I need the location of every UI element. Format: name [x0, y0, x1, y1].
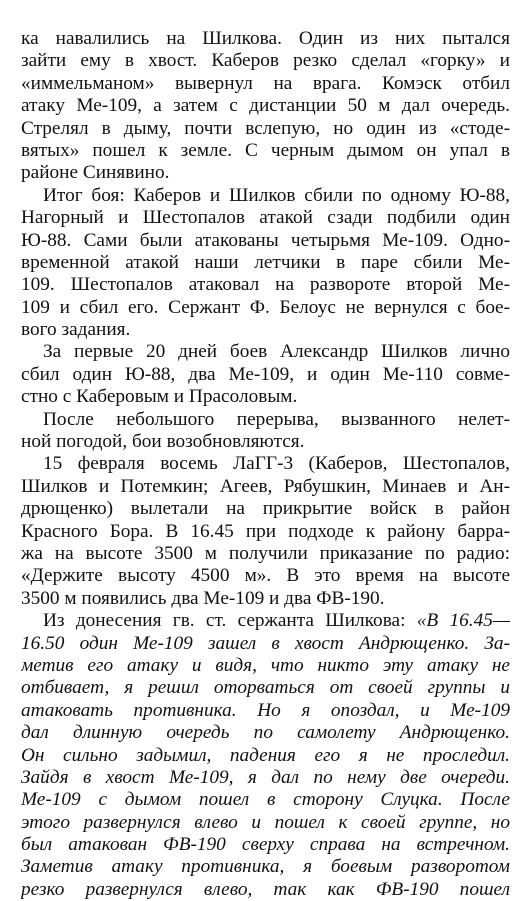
- line-text: жа на высоте 3500 м получили приказание по радио:: [21, 542, 510, 564]
- text-line: [21, 879, 510, 901]
- line-text: Шилков и Потемкин; Агеев, Рябушкин, Минаев и Ан-: [21, 475, 510, 497]
- text-line: [21, 274, 510, 296]
- text-line: [21, 140, 510, 162]
- line-italic-text: 16.50 один Ме-109 зашел в хвост Андрющенко. За-: [21, 632, 510, 654]
- text-line: [21, 588, 510, 610]
- text-line: [21, 633, 510, 655]
- text-line: [21, 856, 510, 878]
- line-text: стно с Каберовым и Прасоловым.: [21, 386, 298, 408]
- line-text: атаку Ме-109, а затем с дистанции 50 м дал очередь.: [21, 95, 510, 117]
- line-text: районе Синявино.: [21, 162, 170, 184]
- text-line: [21, 207, 510, 229]
- line-text: Из донесения гв. ст. сержанта Шилкова:: [43, 610, 417, 632]
- text-line: [21, 431, 510, 453]
- line-italic-text: «В 16.45—: [416, 610, 510, 632]
- line-text: вятых» пошел к земле. С черным дымом он упал в: [21, 139, 510, 161]
- line-text: 109. Шестопалов атаковал на развороте второй Ме-: [21, 274, 510, 296]
- text-line: [21, 722, 510, 744]
- line-text: 3500 м появились два Ме-109 и два ФВ-190.: [21, 587, 385, 609]
- text-line: [21, 230, 510, 252]
- line-text: Нагорный и Шестопалов атакой сзади подбили один: [21, 207, 510, 229]
- line-text: После небольшого перерыва, вызванного нелет-: [43, 408, 510, 430]
- line-text: «Держите высоту 4500 м». В это время на высоте: [21, 565, 510, 587]
- line-italic-text: резко развернулся влево, так как ФВ-190 пошел: [21, 878, 510, 900]
- text-line: [21, 252, 510, 274]
- text-line: [21, 767, 510, 789]
- text-line: [21, 185, 510, 207]
- text-line: [21, 543, 510, 565]
- line-text: За первые 20 дней боев Александр Шилков лично: [43, 341, 510, 363]
- line-italic-text: Зайдя в хвост Ме-109, я дал по нему две очереди.: [21, 766, 510, 788]
- text-line: [21, 565, 510, 587]
- line-text: временной атакой наши летчики в паре сбили Ме-: [21, 251, 510, 273]
- line-text: Ю-88. Сами были атакованы четырьмя Ме-109. Одно-: [21, 229, 510, 251]
- line-italic-text: Он сильно задымил, падения его я не проследил.: [21, 744, 510, 766]
- line-text: Красного Бора. В 16.45 при подходе к району барра-: [21, 520, 510, 542]
- line-text: ной погодой, бои возобновляются.: [21, 431, 305, 453]
- text-line: [21, 386, 510, 408]
- line-text: Итог боя: Каберов и Шилков сбили по одному Ю-88,: [43, 184, 510, 206]
- line-italic-text: дал длинную очередь по самолету Андрющенко.: [21, 722, 510, 744]
- line-text: 15 февраля восемь ЛаГГ-3 (Каберов, Шестопалов,: [43, 453, 510, 475]
- text-line: [21, 118, 510, 140]
- text-line: [21, 789, 510, 811]
- text-line: [21, 745, 510, 767]
- line-text: сбил один Ю-88, два Ме-109, и один Ме-110 совме-: [21, 363, 510, 385]
- text-line: [21, 297, 510, 319]
- line-italic-text: отбивает, я решил оторваться от своей группы и: [21, 677, 510, 699]
- line-italic-text: Заметив атаку противника, я боевым разворотом: [21, 856, 510, 878]
- text-line: [21, 610, 510, 632]
- text-line: [21, 453, 510, 475]
- text-line: [21, 476, 510, 498]
- text-line: [21, 341, 510, 363]
- line-text: вого задания.: [21, 319, 131, 341]
- text-line: [21, 73, 510, 95]
- text-line: [21, 50, 510, 72]
- line-italic-text: Ме-109 с дымом пошел в сторону Слуцка. После: [21, 789, 510, 811]
- line-text: «иммельманом» вывернул на врага. Комэск отбил: [21, 72, 510, 94]
- line-italic-text: был атакован ФВ-190 сверху справа на встречном.: [21, 834, 510, 856]
- text-line: [21, 162, 510, 184]
- text-line: [21, 364, 510, 386]
- line-text: дрющенко) вылетали на прикрытие войск в район: [21, 498, 510, 520]
- line-text: зайти ему в хвост. Каберов резко сделал «горку» и: [21, 50, 510, 72]
- text-column: [21, 28, 510, 901]
- text-line: [21, 834, 510, 856]
- text-line: [21, 677, 510, 699]
- text-line: [21, 700, 510, 722]
- line-italic-text: атаковать противника. Но я опоздал, и Ме-109: [21, 699, 510, 721]
- text-line: [21, 655, 510, 677]
- text-line: [21, 95, 510, 117]
- line-italic-text: этого развернулся влево и пошел к своей группе, но: [21, 811, 510, 833]
- line-text: ка навалились на Шилкова. Один из них пытался: [21, 28, 510, 49]
- text-line: [21, 319, 510, 341]
- text-line: [21, 28, 510, 50]
- text-line: [21, 409, 510, 431]
- text-line: [21, 521, 510, 543]
- line-text: 109 и сбил его. Сержант Ф. Белоус не вернулся с боe-: [21, 296, 510, 318]
- text-line: [21, 812, 510, 834]
- line-text: Стрелял в дыму, почти вслепую, но один из «стоде-: [21, 117, 510, 139]
- text-line: [21, 498, 510, 520]
- line-italic-text: метив его атаку и видя, что никто эту атаку не: [21, 654, 510, 676]
